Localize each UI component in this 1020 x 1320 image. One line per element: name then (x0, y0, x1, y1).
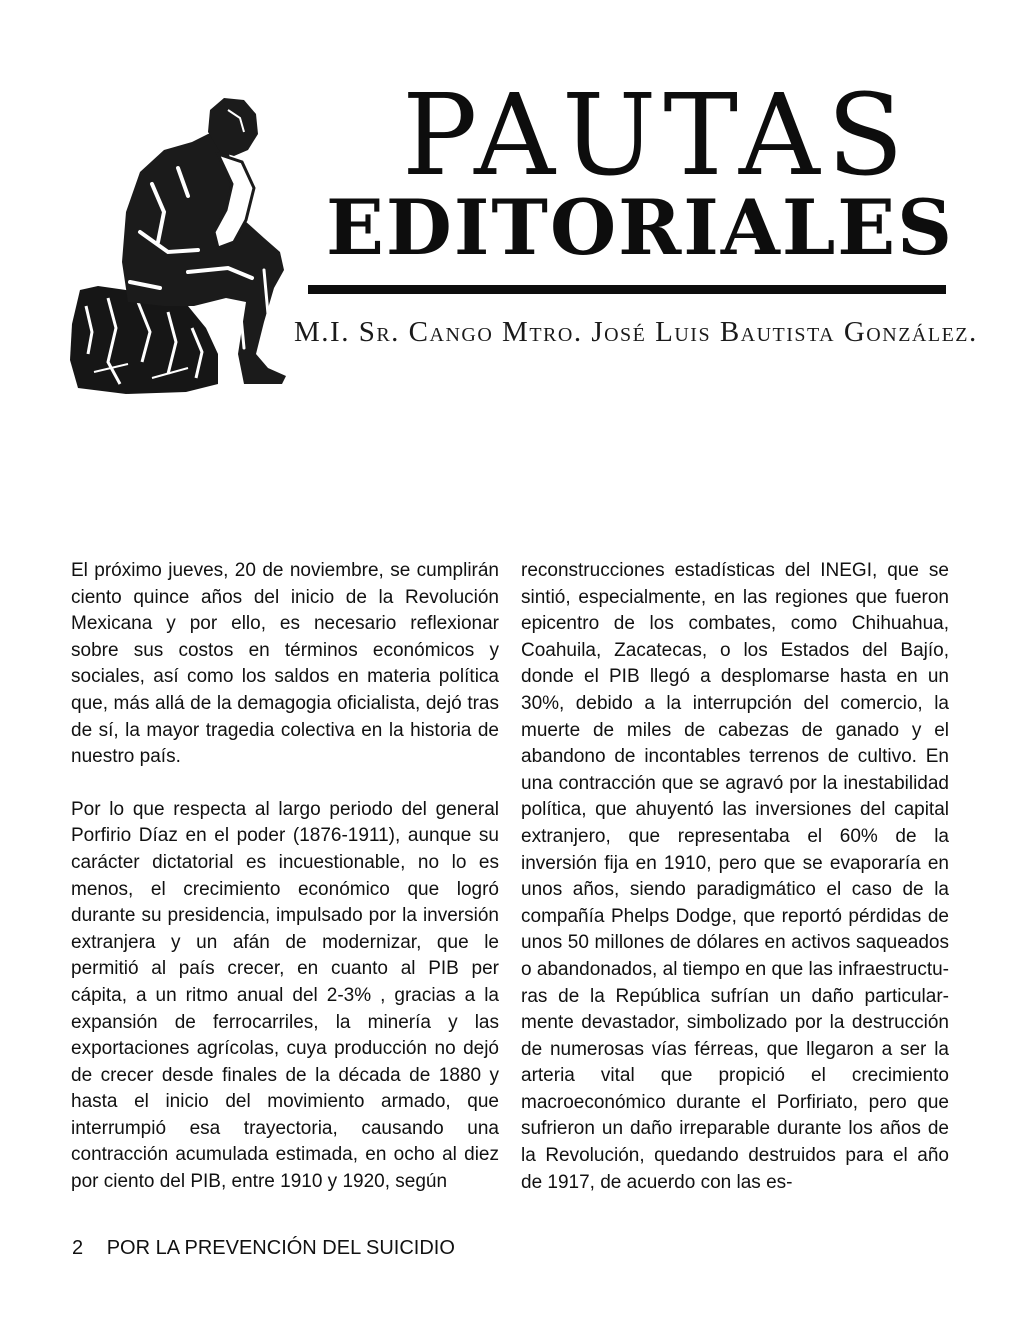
article-paragraph: reconstrucciones estadísticas del INEGI, que se sintió, especialmente, en las regiones que fueron epicentro de los combates, como Chihuahua, Coahuila, Zacatecas, o los Estados del Bajío, donde el PIB llegó a desplomarse hasta en un 30%, debido a la interrupción del comercio, la muerte de miles de cabezas de ganado y el abandono de incontables terrenos de cultivo. En una contracción que se agravó por la inestabilidad política, que ahuyentó las inversiones del capital extranjero, que representaba el 60% de la inversión fija en 1910, pero que se evaporaría en unos años, siendo paradigmático el caso de la compañía Phelps Dodge, que reportó pérdidas de unos 50 millones de dólares en activos saqueados o abandonados, al tiempo en que las infraestructuras de la República sufrían un daño particularmente devastador, simbolizado por la destrucción de numerosas vías férreas, que llegaron a ser la arteria vital que propició el crecimiento macroeconómico durante el Porfiriato, pero que sufrieron un daño irreparable durante los años de la Revolución, quedando destruidos para el año de 1917, de acuerdo con las es- (521, 560, 949, 1193)
page-number: 2 (72, 1237, 84, 1259)
page-footer (72, 1237, 455, 1260)
article-paragraph: Por lo que respecta al largo periodo del general Porfirio Díaz en el poder (1876-1911), aunque su carácter dictatorial es incuestionable, no lo es menos, el crecimiento económico que logró durante su presidencia, impulsado por la inversión extranjera y un afán de modernizar, que le permitió al país crecer, en cuanto al PIB per cápita, a un ritmo anual del 2-3% , gracias a la expansión de ferrocarriles, la minería y las exportaciones agrícolas, cuya producción no dejó de crecer desde finales de la década de 1880 y hasta el inicio del movimiento armado, que interrumpió esa trayectoria, causando una contracción acumulada estimada, en ocho al diez por ciento del PIB, entre 1910 y 1920, según (71, 798, 499, 1193)
article-paragraph: El próximo jueves, 20 de noviembre, se cumplirán ciento quince años del inicio de la Revolución Mexicana y por ello, es necesario reflexionar sobre sus costos en términos económicos y sociales, así como los saldos en materia política que, más allá de la demagogia oficialista, dejó tras de sí, la mayor tragedia colectiva en la historia de nuestro país. (71, 560, 499, 768)
article-column-right (521, 558, 949, 1222)
title-divider (308, 285, 946, 294)
title-pautas: PAUTAS (402, 71, 911, 201)
thinker-statue-icon (68, 92, 290, 394)
article-column-left (71, 558, 499, 1222)
publication-name: POR LA PREVENCIÓN DEL SUICIDIO (106, 1237, 455, 1259)
author-byline: M.I. Sr. Cango Mtro. José Luis Bautista González. (294, 316, 978, 348)
title-editoriales: EDITORIALES (326, 183, 955, 272)
